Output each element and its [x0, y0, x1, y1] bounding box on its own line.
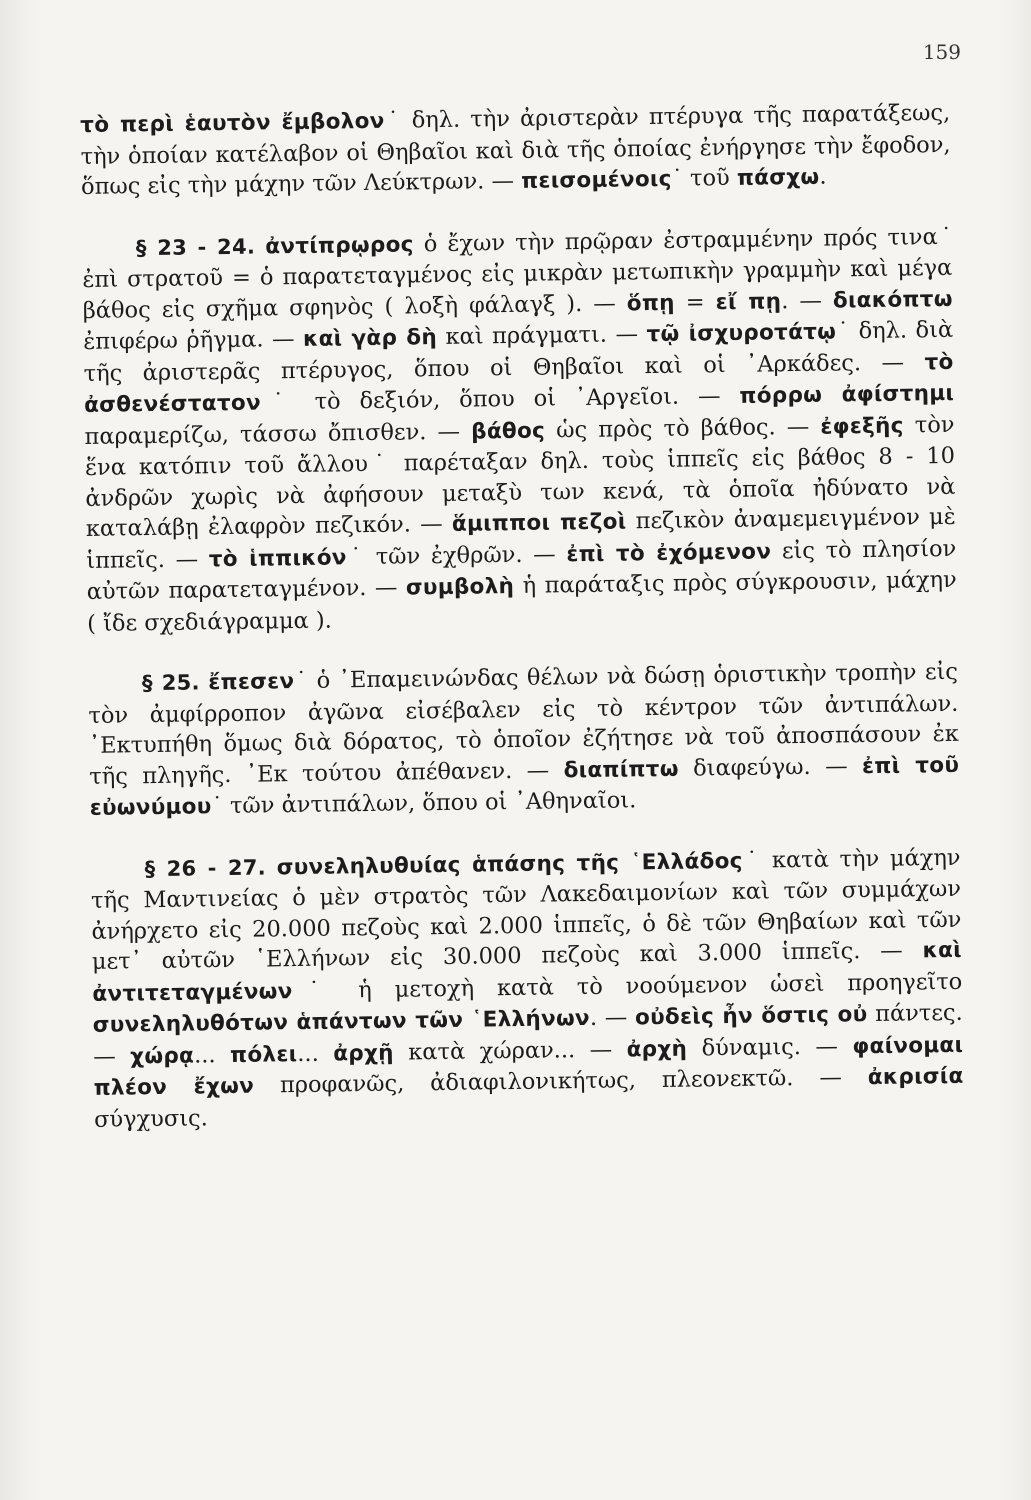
paragraph-3: § 25. ἔπεσεν˙ ὁ ᾽Επαμεινώνδας θέλων νὰ δώσῃ ὁριστικὴν τροπὴν εἰς τὸν ἀμφίρροπον ἀγῶνα εἰσέβαλεν εἰς τὸ κέντρον τῶν ἀντιπάλων. ᾽Εκτυπήθη ὅμως διὰ δόρατος, τὸ ὁποῖον ἐζήτησε νὰ τοῦ ἀποσπάσουν ἐκ τῆς πληγῆς. ᾽Εκ τούτου ἀπέθανεν. — διαπίπτω διαφεύγω. — ἐπὶ τοῦ εὐωνύμου˙ τῶν ἀντιπάλων, ὅπου οἱ ᾽Αθηναῖοι. — [88, 658, 960, 821]
lemma: καὶ γὰρ δὴ — [302, 325, 438, 352]
lemma: πόρρω ἀφίστημι — [739, 380, 955, 409]
lemma: ἀρχῇ — [333, 1040, 394, 1067]
lemma: ὅπῃ — [626, 290, 675, 316]
lemma: χώρᾳ — [130, 1043, 195, 1069]
commentary-text — [80, 98, 965, 1165]
lemma: βάθος — [470, 418, 546, 445]
lemma: ἀντίπρῳρος — [265, 231, 414, 259]
paragraph-2: § 23 - 24. ἀντίπρῳρος ὁ ἔχων τὴν πρῷραν ἐστραμμένην πρός τινα˙ ἐπὶ στρατοῦ = ὁ παρατεταγμένος εἰς μικρὰν μετωπικὴν γραμμὴν καὶ μέγα βάθος εἰς σχῆμα σφηνὸς ( λοξὴ φάλαγξ ). — ὅπῃ = εἴ πῃ. — διακόπτω ἐπιφέρω ῥῆγμα. — καὶ γὰρ δὴ καὶ πράγματι. — τῷ ἰσχυροτάτῳ˙ δηλ. διὰ τῆς ἀριστερᾶς πτέρυγος, ὅπου οἱ Θηβαῖοι καὶ οἱ ᾽Αρκάδες. — τὸ ἀσθενέστατον˙ τὸ δεξιόν, ὅπου οἱ ᾽Αργεῖοι. — πόρρω ἀφίστημι παραμερίζω, τάσσω ὄπισθεν. — βάθος ὡς πρὸς τὸ βάθος. — ἐφεξῆς τὸν ἕνα κατόπιν τοῦ ἄλλου˙ παρέταξαν δηλ. τοὺς ἱππεῖς εἰς βάθος 8 - 10 ἀνδρῶν χωρὶς νὰ ἀφήσουν μεταξὺ των κενά, τὰ ὁποῖα ἠδύνατο νὰ καταλάβῃ ἐλαφρὸν πεζικόν. — ἅμιπποι πεζοὶ πεζικὸν ἀναμεμειγμένον μὲ ἱππεῖς. — τὸ ἱππικόν˙ τῶν ἐχθρῶν. — ἐπὶ τὸ ἐχόμενον εἰς τὸ πλησίον αὐτῶν παρατεταγμένον. — συμβολὴ ἡ παράταξις πρὸς σύγκρουσιν, μάχην ( ἴδε σχεδιάγραμμα ). — [82, 223, 957, 637]
lemma: οὐδεὶς ἦν ὅστις οὐ — [634, 1002, 868, 1031]
lemma: εἴ πῃ — [715, 288, 782, 315]
lemma: ἀκρισία — [867, 1063, 964, 1091]
lemma: τὸ περὶ ἑαυτὸν ἔμβολον — [80, 108, 385, 138]
section-number: § 23 - 24. — [135, 234, 256, 260]
paragraph-4: § 26 - 27. συνεληλυθυίας ἁπάσης τῆς ῾Ελλάδος˙ κατὰ τὴν μάχην τῆς Μαντινείας ὁ μὲν στρατὸς τῶν Λακεδαιμονίων καὶ τῶν συμμάχων ἀνήρχετο εἰς 20.000 πεζοὺς καὶ 2.000 ἱππεῖς, ὁ δὲ τῶν Θηβαίων καὶ τῶν μετ᾽ αὐτῶν ῾Ελλήνων εἰς 30.000 πεζοὺς καὶ 3.000 ἱππεῖς. — καὶ ἀντιτεταγμένων˙ ἡ μετοχὴ κατὰ τὸ νοούμενον ὡσεὶ προηγεῖτο συνεληλυθότων ἁπάντων τῶν ῾Ελλήνων. — οὐδεὶς ἦν ὅστις οὐ πάντες. — χώρᾳ... πόλει... ἀρχῇ κατὰ χώραν... — ἀρχὴ δύναμις. — φαίνομαι πλέον ἔχων προφανῶς, ἀδιαφιλονικήτως, πλεονεκτῶ. — ἀκρισία σύγχυσις. — [90, 844, 964, 1133]
lemma: πάσχω — [736, 164, 820, 191]
lemma: συνεληλυθυίας ἁπάσης τῆς ῾Ελλάδος — [276, 848, 743, 880]
lemma: τὸ ἀσθενέστατον — [83, 349, 954, 418]
lemma: πεισομένοις — [520, 166, 672, 194]
lemma: ἀρχὴ — [626, 1036, 688, 1062]
lemma: ἐπὶ τοῦ εὐωνύμου — [89, 752, 960, 821]
lemma: συμβολὴ — [405, 573, 515, 601]
lemma: φαίνομαι πλέον ἔχων — [93, 1032, 964, 1101]
lemma: τὸ ἱππικόν — [208, 544, 347, 572]
lemma: διακόπτω — [832, 286, 953, 314]
lemma: ἐφεξῆς — [820, 413, 904, 440]
lemma: ἔπεσεν — [208, 669, 295, 696]
lemma: καὶ ἀντιτεταγμένων — [92, 937, 962, 1007]
lemma: πόλει — [229, 1041, 298, 1068]
section-number: § 25. — [141, 670, 200, 696]
lemma: διαπίπτω — [563, 756, 679, 783]
lemma: ἐπὶ τὸ ἐχόμενον — [566, 538, 772, 567]
paragraph-1: τὸ περὶ ἑαυτὸν ἔμβολον˙ δηλ. τὴν ἀριστερὰν πτέρυγα τῆς παρατάξεως, τὴν ὁποίαν κατέλαβον οἱ Θηβαῖοι καὶ διὰ τῆς ὁποίας ἐνήργησε τὴν ἔφοδον, ὅπως εἰς τὴν μάχην τῶν Λεύκτρων. — πεισομένοις˙ τοῦ πάσχω. — [80, 99, 951, 200]
section-number: § 26 - 27. — [144, 854, 267, 881]
lemma: συνεληλυθότων ἁπάντων τῶν ῾Ελλήνων — [92, 1005, 591, 1038]
lemma: τῷ ἰσχυροτάτῳ — [646, 319, 837, 348]
lemma: ἅμιπποι πεζοὶ — [451, 509, 627, 537]
page-number: 159 — [922, 40, 961, 64]
